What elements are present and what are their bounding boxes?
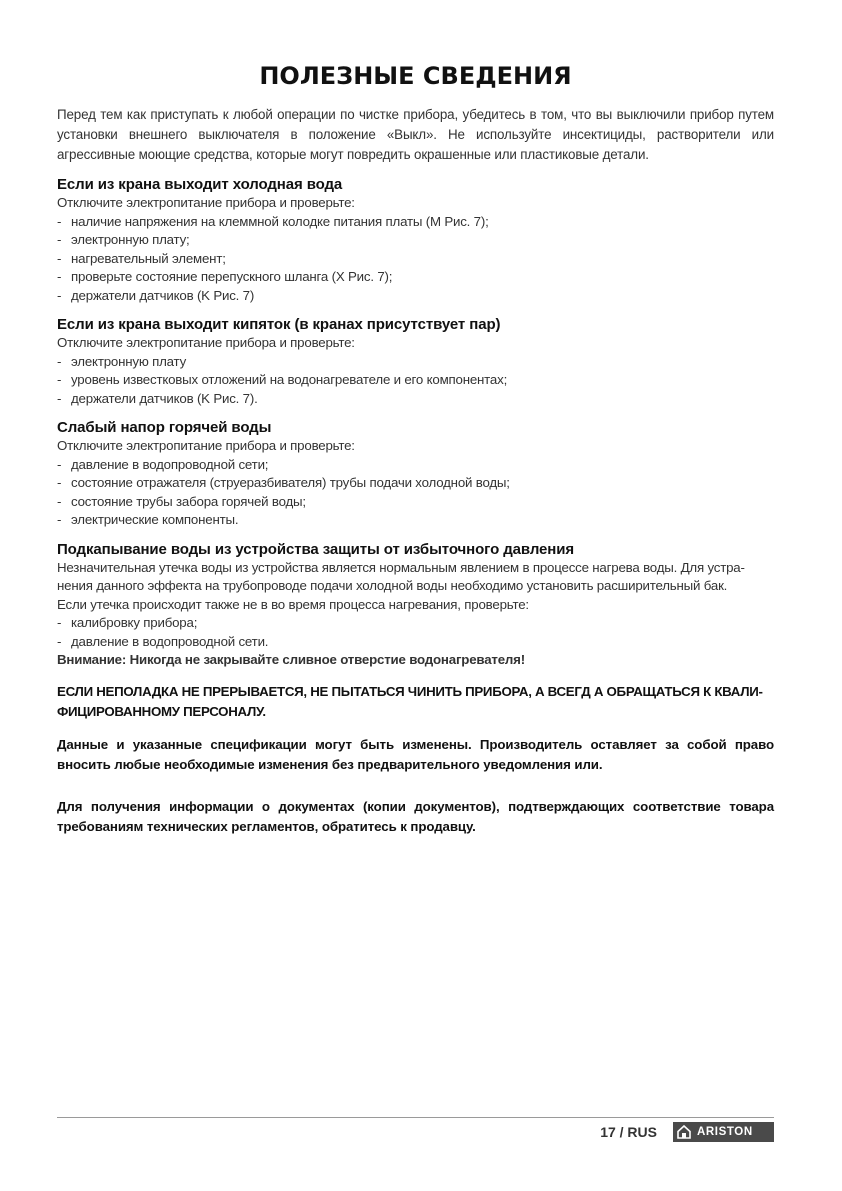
warning-text: Внимание: Никогда не закрывайте сливное отверстие водонагревателя! xyxy=(57,652,525,667)
list-item: - держатели датчиков (K Рис. 7). xyxy=(57,390,774,409)
footer-divider xyxy=(57,1117,774,1118)
check-list xyxy=(57,353,774,409)
page-content xyxy=(57,62,774,837)
list-item: - давление в водопроводной сети. xyxy=(57,633,774,652)
check-list xyxy=(57,614,774,651)
section-text: Отключите электропитание прибора и проверьте: xyxy=(57,195,355,210)
house-icon xyxy=(677,1125,691,1139)
list-item: - уровень известковых отложений на водонагревателе и его компонентах; xyxy=(57,371,774,390)
list-item: - давление в водопроводной сети; xyxy=(57,456,774,475)
list-item: - наличие напряжения на клеммной колодке питания платы (M Рис. 7); xyxy=(57,213,774,232)
section-boiling-water xyxy=(57,315,774,408)
brand-name: ARISTON xyxy=(697,1126,753,1138)
list-item: - состояние трубы забора горячей воды; xyxy=(57,493,774,512)
documents-note: Для получения информации о документах (копии документов), подтверждающих соответствие товара требованиям технических регламентов, обратитесь к продавцу. xyxy=(57,798,774,834)
list-item: - проверьте состояние перепускного шланга (Х Рис. 7); xyxy=(57,268,774,287)
intro-paragraph: Перед тем как приступать к любой операции по чистке прибора, убедитесь в том, что вы выключили прибор путем установки внешнего выключателя в положение «Выкл». Не используйте инсектициды, растворители или агрессивные моющие средства, которые могут повредить окрашенные или пластиковые детали. xyxy=(57,107,774,162)
list-item: - держатели датчиков (K Рис. 7) xyxy=(57,287,774,306)
brand-logo xyxy=(673,1122,774,1142)
list-item: - состояние отражателя (струеразбивателя) трубы подачи холодной воды; xyxy=(57,474,774,493)
list-item: - электронную плату; xyxy=(57,231,774,250)
section-text: Отключите электропитание прибора и проверьте: xyxy=(57,438,355,453)
section-text: нения данного эффекта на трубопроводе подачи холодной воды необходимо установить расширительный бак. xyxy=(57,578,728,593)
page-number: 17 / RUS xyxy=(600,1124,657,1140)
check-list xyxy=(57,213,774,306)
list-item: - калибровку прибора; xyxy=(57,614,774,633)
check-list xyxy=(57,456,774,530)
section-low-pressure xyxy=(57,418,774,530)
section-dripping xyxy=(57,540,774,670)
section-heading: Подкапывание воды из устройства защиты от избыточного давления xyxy=(57,540,575,558)
service-warning-line: ФИЦИРОВАННОМУ ПЕРСОНАЛУ. xyxy=(57,703,266,719)
service-warning-line: ЕСЛИ НЕПОЛАДКА НЕ ПРЕРЫВАЕТСЯ, НЕ ПЫТАТЬСЯ ЧИНИТЬ ПРИБОРА, А ВСЕГД А ОБРАЩАТЬСЯ К КВАЛИ- xyxy=(57,683,763,699)
section-cold-water xyxy=(57,175,774,305)
section-text: Отключите электропитание прибора и проверьте: xyxy=(57,335,355,350)
list-item: - электрические компоненты. xyxy=(57,511,774,530)
section-heading: Если из крана выходит холодная вода xyxy=(57,176,343,193)
service-warning xyxy=(57,682,774,722)
section-heading: Слабый напор горячей воды xyxy=(57,419,272,436)
specs-note: Данные и указанные спецификации могут быть изменены. Производитель оставляет за собой право вносить любые необходимые изменения без предварительного уведомления или. xyxy=(57,736,774,772)
section-text: Если утечка происходит также не в во время процесса нагревания, проверьте: xyxy=(57,596,529,612)
page-title: ПОЛЕЗНЫЕ СВЕДЕНИЯ xyxy=(259,62,572,90)
list-item: - нагревательный элемент; xyxy=(57,250,774,269)
list-item: - электронную плату xyxy=(57,353,774,372)
section-heading: Если из крана выходит кипяток (в кранах присутствует пар) xyxy=(57,316,501,333)
section-text: Незначительная утечка воды из устройства является нормальным явлением в процессе нагрева воды. Для устра- xyxy=(57,559,745,575)
